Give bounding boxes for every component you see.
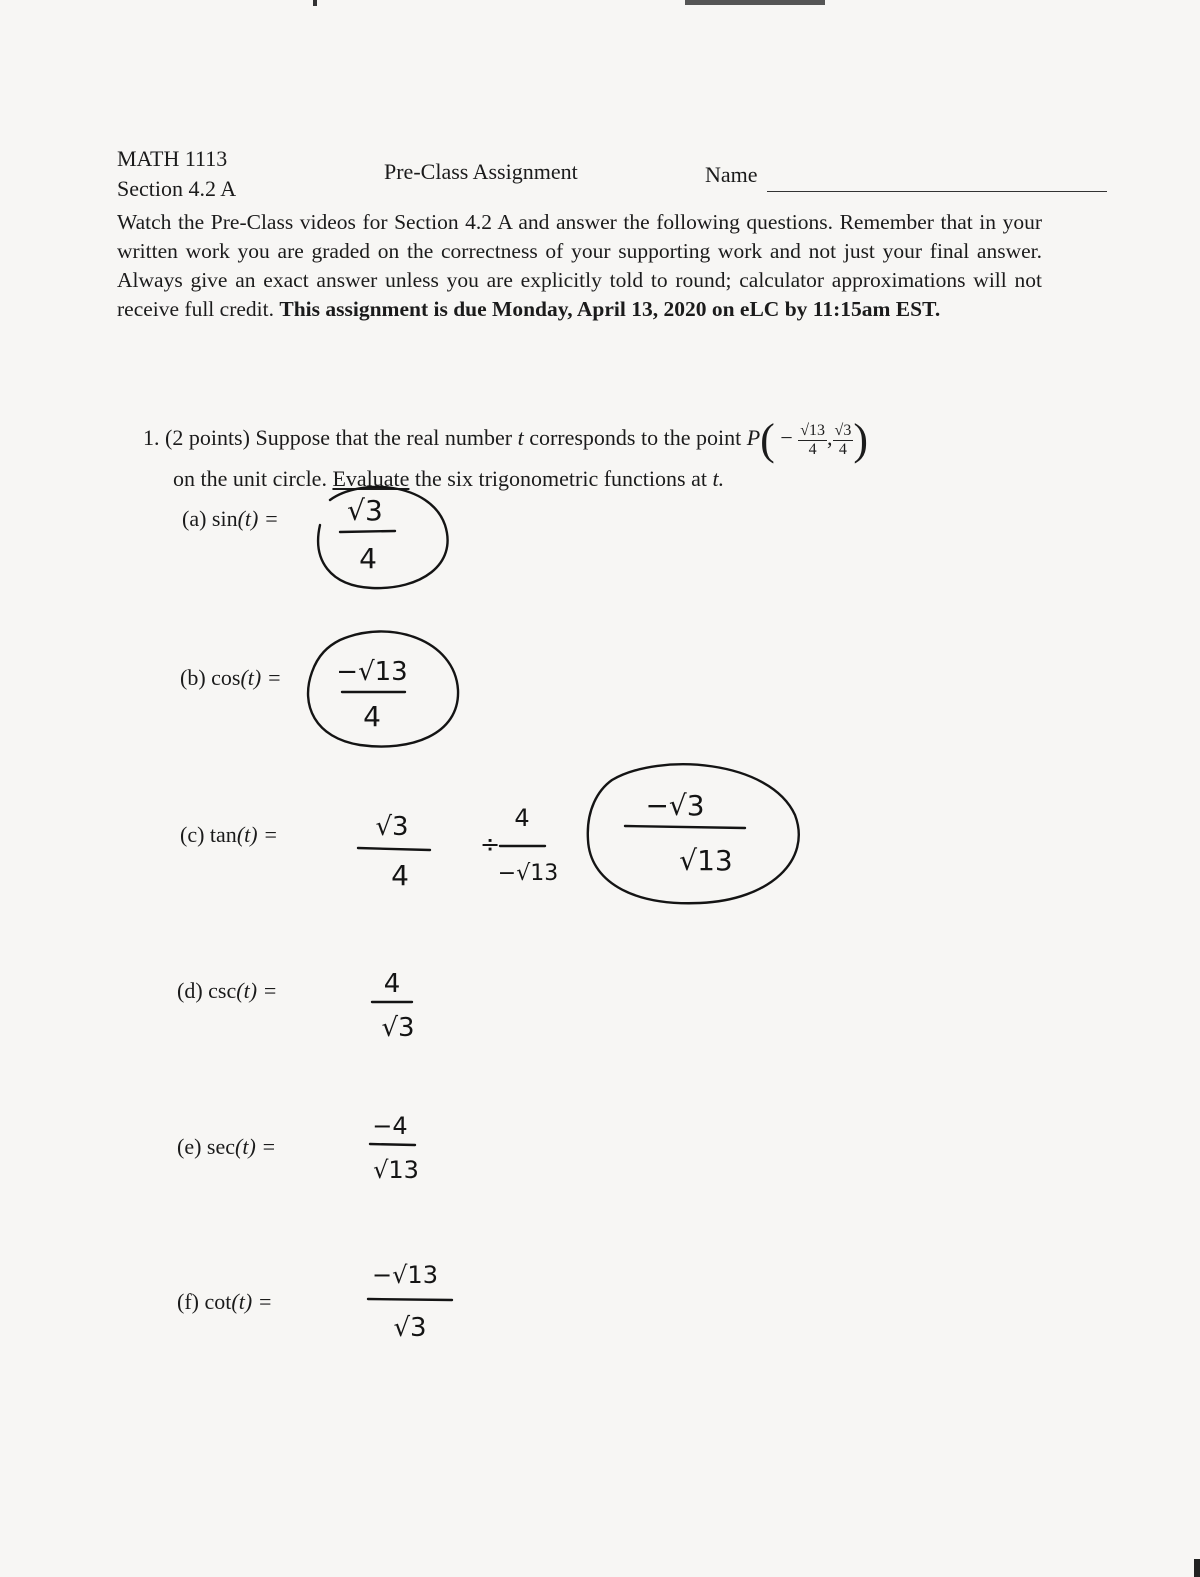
variable-t: t xyxy=(517,425,524,451)
svg-text:÷: ÷ xyxy=(479,830,501,858)
svg-text:√3: √3 xyxy=(381,1013,415,1043)
answer-a xyxy=(318,487,447,588)
svg-text:−√13: −√13 xyxy=(336,657,408,687)
svg-text:4: 4 xyxy=(363,700,381,733)
paren-open: ( xyxy=(760,415,775,464)
part-f-label: (f) cot(t) = xyxy=(177,1289,273,1314)
name-label: Name xyxy=(705,162,758,187)
answer-circle-b xyxy=(308,631,458,746)
point-x-fraction: $\frac{√13}{4}$ xyxy=(800,421,826,458)
answer-d xyxy=(372,969,415,1043)
question-text: Suppose that the real number xyxy=(255,425,513,451)
answer-b xyxy=(308,631,458,746)
question-text: the six trigonometric functions at xyxy=(414,466,707,491)
question-1-line1: 1. (2 points) Suppose that the real number t corresponds to the point P( − $\frac{√13}{4}$ , $\frac{√3}{4}$ ) xyxy=(143,415,868,464)
variable-t: t. xyxy=(712,466,725,491)
svg-text:√3: √3 xyxy=(375,812,409,842)
answer-circle-c xyxy=(588,764,799,903)
paren-close: ) xyxy=(853,415,868,464)
answer-e xyxy=(370,1112,419,1184)
svg-text:−4: −4 xyxy=(372,1112,408,1140)
point-x-sign: − xyxy=(780,425,793,451)
svg-text:4: 4 xyxy=(359,542,377,575)
svg-text:−√13: −√13 xyxy=(372,1261,438,1289)
instructions-text: Watch the Pre-Class videos for Section 4.2 A and answer the following questions. Remember that in your written work you are graded on the correctness of your supporting work and not just your final answer. Always give an exact answer unless you are explicitly told to round; calculator approximations will not receive full credit. xyxy=(117,210,1042,321)
answer-f xyxy=(368,1261,452,1343)
part-e-label: (e) sec(t) = xyxy=(177,1134,277,1159)
svg-text:√13: √13 xyxy=(373,1156,419,1184)
question-number: 1. xyxy=(143,425,160,451)
question-text: on the unit circle. xyxy=(173,466,327,491)
scan-mark xyxy=(1194,1559,1200,1577)
course-code: MATH 1113 xyxy=(117,146,228,171)
question-text: corresponds to the point xyxy=(529,425,742,451)
answer-circle-a xyxy=(318,487,447,588)
svg-text:4: 4 xyxy=(391,859,409,892)
part-d-label: (d) csc(t) = xyxy=(177,978,278,1003)
svg-text:√13: √13 xyxy=(679,844,733,877)
svg-text:4: 4 xyxy=(383,969,401,999)
svg-text:−√13: −√13 xyxy=(497,861,559,886)
question-text: Evaluate xyxy=(332,466,410,491)
svg-text:4: 4 xyxy=(514,804,530,832)
answer-c xyxy=(588,764,799,903)
page-title: Pre-Class Assignment xyxy=(384,159,578,184)
svg-text:−√3: −√3 xyxy=(645,789,705,822)
part-a-label: (a) sin(t) = xyxy=(182,506,279,531)
due-date: This assignment is due Monday, April 13, 2020 on eLC by 11:15am EST. xyxy=(279,297,941,321)
svg-text:√3: √3 xyxy=(347,494,383,527)
question-points: (2 points) xyxy=(165,425,250,451)
work-c xyxy=(358,804,558,892)
part-c-label: (c) tan(t) = xyxy=(180,822,278,847)
point-label: P xyxy=(746,425,761,451)
svg-text:√3: √3 xyxy=(393,1313,427,1343)
point-y-fraction: $\frac{√3}{4}$ xyxy=(834,421,852,458)
section-label: Section 4.2 A xyxy=(117,176,237,201)
part-b-label: (b) cos(t) = xyxy=(180,665,282,690)
